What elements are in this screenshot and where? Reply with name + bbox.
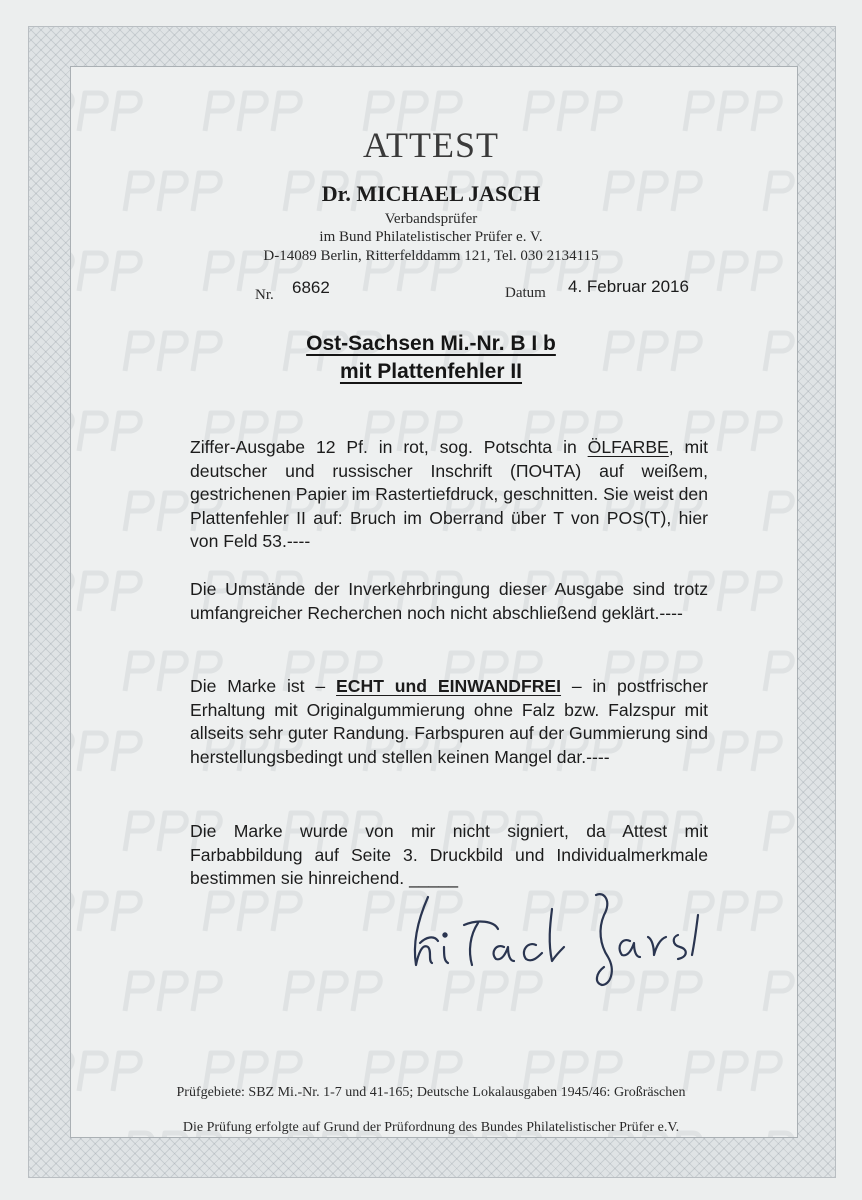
oelfarbe-term: ÖLFARBE (587, 437, 669, 457)
datum-label: Datum (505, 285, 546, 301)
stamp-subtitle: mit Plattenfehler II (339, 360, 523, 383)
closing-line: _____ (409, 868, 458, 888)
examiner-role: Verbandsprüfer (384, 211, 478, 227)
circulation-paragraph: Die Umstände der Inverkehrbringung dieser Ausgabe sind trotz umfangreicher Recherchen noch nicht abschließend geklärt.---- (190, 579, 708, 623)
signature-note-paragraph: Die Marke wurde von mir nicht signiert, da Attest mit Farbabbildung auf Seite 3. Druckbild und Individualmerkmale bestimmen sie hinreichend. _____ (190, 821, 708, 888)
certificate-title: ATTEST (363, 125, 499, 165)
description-paragraph: Ziffer-Ausgabe 12 Pf. in rot, sog. Potschta in ÖLFARBE, mit deutscher und russischer Inschrift (ПОЧТА) auf weißem, gestrichenen Papier im Rastertiefdruck, geschnitten. Sie weist den Plattenfehler II auf: Bruch im Oberrand über T von POS(T), hier von Feld 53.---- (190, 437, 709, 551)
examiner-address: D-14089 Berlin, Ritterfelddamm 121, Tel. 030 2134115 (263, 248, 599, 264)
certificate-number: 6862 (292, 278, 330, 297)
nr-label: Nr. (255, 287, 274, 303)
verdict-text: ECHT und EINWANDFREI (336, 676, 562, 696)
handwritten-signature (398, 885, 738, 1000)
test-regulation-note: Die Prüfung erfolgte auf Grund der Prüfordnung des Bundes Philatelistischer Prüfer e.V. (182, 1120, 680, 1135)
stamp-title: Ost-Sachsen Mi.-Nr. B I b (306, 332, 556, 355)
examiner-name: Dr. MICHAEL JASCH (321, 181, 541, 206)
certificate-date: 4. Februar 2016 (568, 277, 689, 296)
examiner-association: im Bund Philatelistischer Prüfer e. V. (319, 229, 543, 245)
test-areas: Prüfgebiete: SBZ Mi.-Nr. 1-7 und 41-165; Deutsche Lokalausgaben 1945/46: Großräschen (176, 1085, 686, 1100)
condition-paragraph: Die Marke ist – ECHT und EINWANDFREI – in postfrischer Erhaltung mit Originalgummierung ohne Falz bzw. Falzspur mit allseits sehr guter Randung. Farbspuren auf der Gummierung sind herstellungsbedingt und stellen keinen Mangel dar.---- (190, 676, 708, 767)
